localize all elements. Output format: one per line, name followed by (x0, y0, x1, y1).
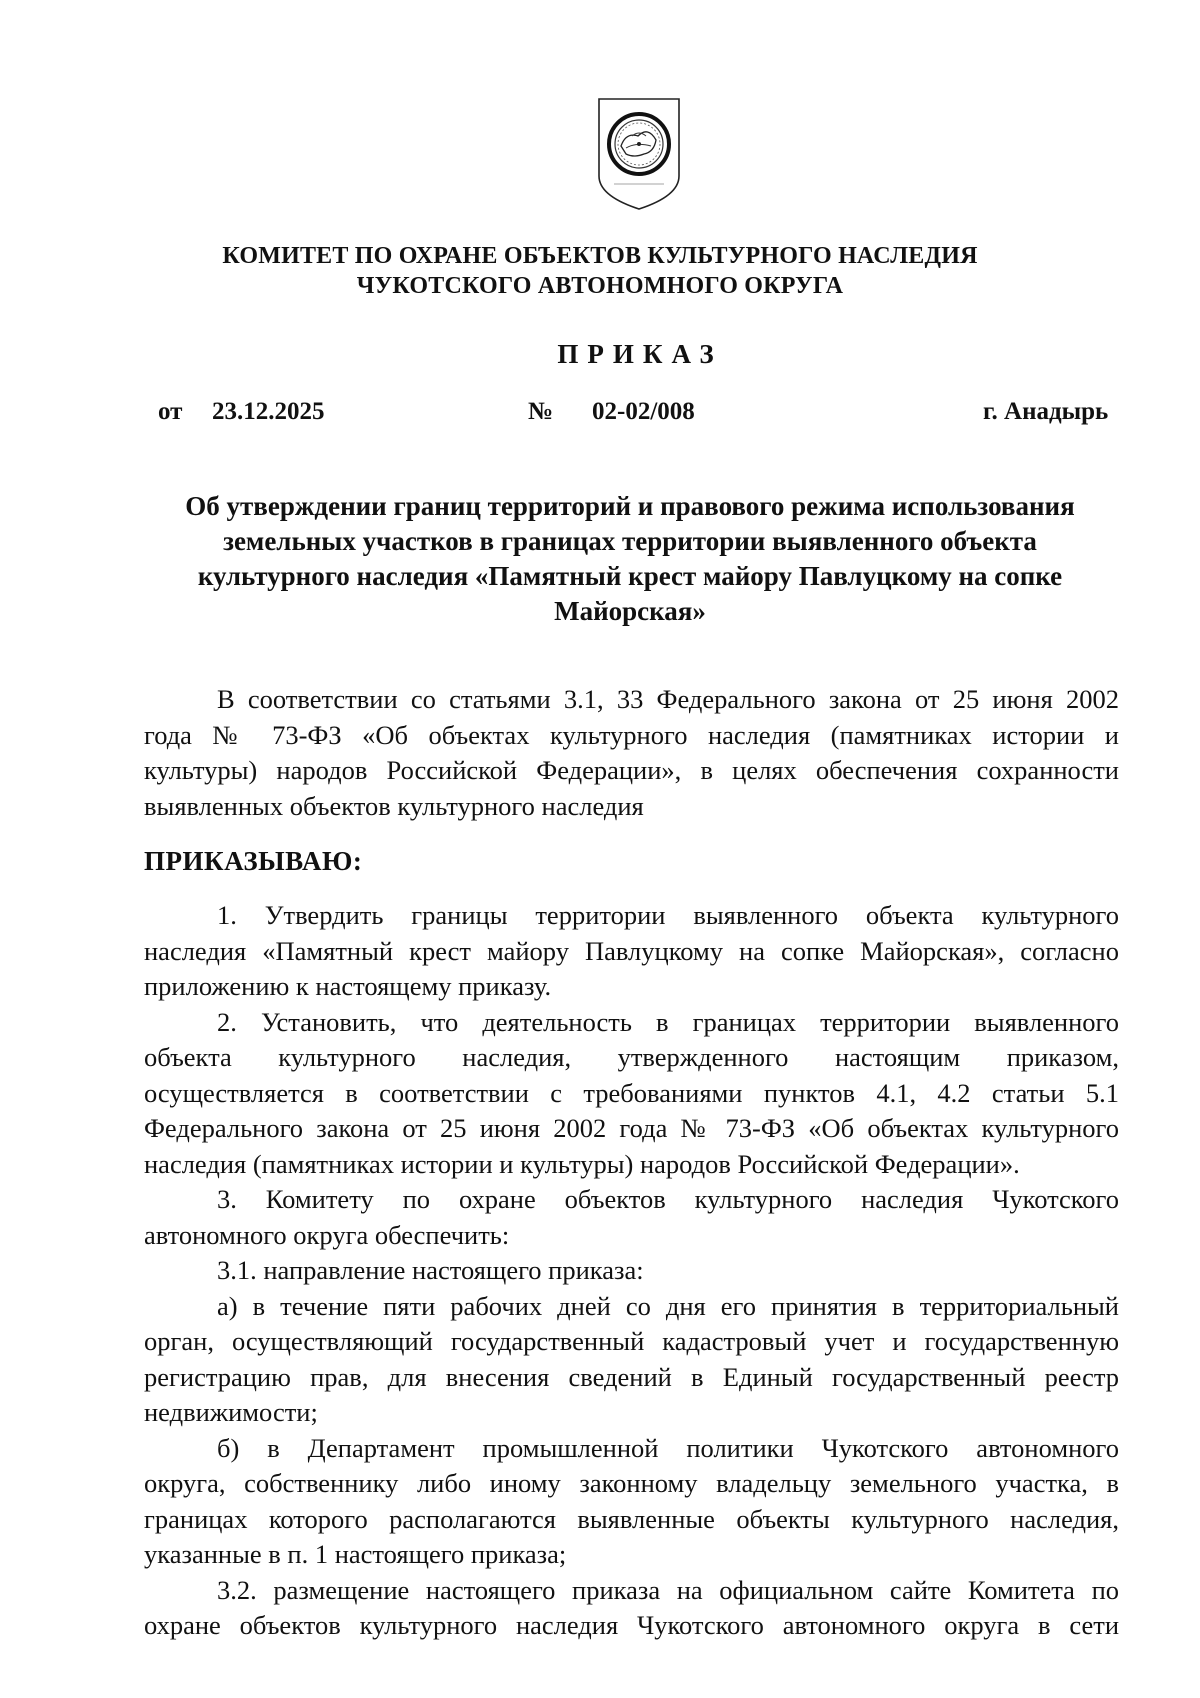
item-line: 2. Установить, что деятельность в границах территории выявленного (217, 1006, 1119, 1037)
item-line: осуществляется в соответствии с требованиями пунктов 4.1, 4.2 статьи 5.1 (144, 1077, 1119, 1108)
item-line: объекта культурного наследия, утвержденного настоящим приказом, (144, 1042, 1119, 1072)
item-line: Федерального закона от 25 июня 2002 года № 73-ФЗ «Об объектах культурного (144, 1113, 1119, 1143)
item-line: 1. Утвердить границы территории выявленного объекта культурного (217, 900, 1119, 930)
item-line: 3.2. размещение настоящего приказа на официальном сайте Комитета по (217, 1574, 1119, 1605)
preamble-line: культуры) народов Российской Федерации», в целях обеспечения сохранности (144, 755, 1119, 785)
subject-line: Об утверждении границ территорий и правового режима использования (185, 491, 1075, 521)
preamble-paragraph (144, 682, 1119, 824)
item-line: охране объектов культурного наследия Чукотского автономного округа в сети (144, 1610, 1119, 1640)
order-items (144, 898, 1119, 1644)
item-line: округа, собственнику либо иному законному владельцу земельного участка, в (144, 1468, 1119, 1498)
date-label: от (158, 398, 183, 425)
number-label: № (528, 398, 554, 425)
item-line: недвижимости; (144, 1397, 318, 1427)
item-line: указанные в п. 1 настоящего приказа; (144, 1539, 567, 1569)
item-line: приложению к настоящему приказу. (144, 971, 552, 1001)
item-line: б) в Департамент промышленной политики Чукотского автономного (217, 1432, 1119, 1463)
document-type-title: ПРИКАЗ (557, 339, 723, 369)
subject-line: земельных участков в границах территории выявленного объекта (223, 526, 1037, 556)
preamble-line: В соответствии со статьями 3.1, 33 Федерального закона от 25 июня 2002 (217, 684, 1119, 714)
document-subject (140, 489, 1120, 629)
order-directive: ПРИКАЗЫВАЮ: (144, 846, 363, 876)
document-number: 02-02/008 (592, 398, 695, 425)
preamble-line: года № 73-ФЗ «Об объектах культурного наследия (памятниках истории и (144, 719, 1119, 750)
document-date: 23.12.2025 (212, 398, 325, 425)
item-line: 3.1. направление настоящего приказа: (217, 1255, 644, 1285)
item-line: а) в течение пяти рабочих дней со дня его принятия в территориальный (217, 1290, 1119, 1321)
item-line: границах которого располагаются выявленные объекты культурного наследия, (144, 1503, 1119, 1534)
subject-line: Майорская» (554, 596, 706, 626)
document-city: г. Анадырь (983, 398, 1109, 425)
item-line: 3. Комитету по охране объектов культурного наследия Чукотского (217, 1184, 1119, 1214)
item-line: регистрацию прав, для внесения сведений в Единый государственный реестр (144, 1361, 1119, 1392)
item-line: автономного округа обеспечить: (144, 1219, 510, 1250)
organization-name-line2: ЧУКОТСКОГО АВТОНОМНОГО ОКРУГА (356, 273, 844, 299)
preamble-line: выявленных объектов культурного наследия (144, 790, 644, 821)
subject-line: культурного наследия «Памятный крест майору Павлуцкому на сопке (197, 561, 1063, 591)
item-line: наследия «Памятный крест майору Павлуцкому на сопке Майорская», согласно (144, 935, 1119, 966)
coat-of-arms-icon (596, 96, 682, 212)
item-line: наследия (памятниках истории и культуры) народов Российской Федерации». (144, 1148, 1020, 1179)
organization-name-line1: КОМИТЕТ ПО ОХРАНЕ ОБЪЕКТОВ КУЛЬТУРНОГО НАСЛЕДИЯ (222, 243, 978, 269)
item-line: орган, осуществляющий государственный кадастровый учет и государственную (144, 1326, 1119, 1356)
